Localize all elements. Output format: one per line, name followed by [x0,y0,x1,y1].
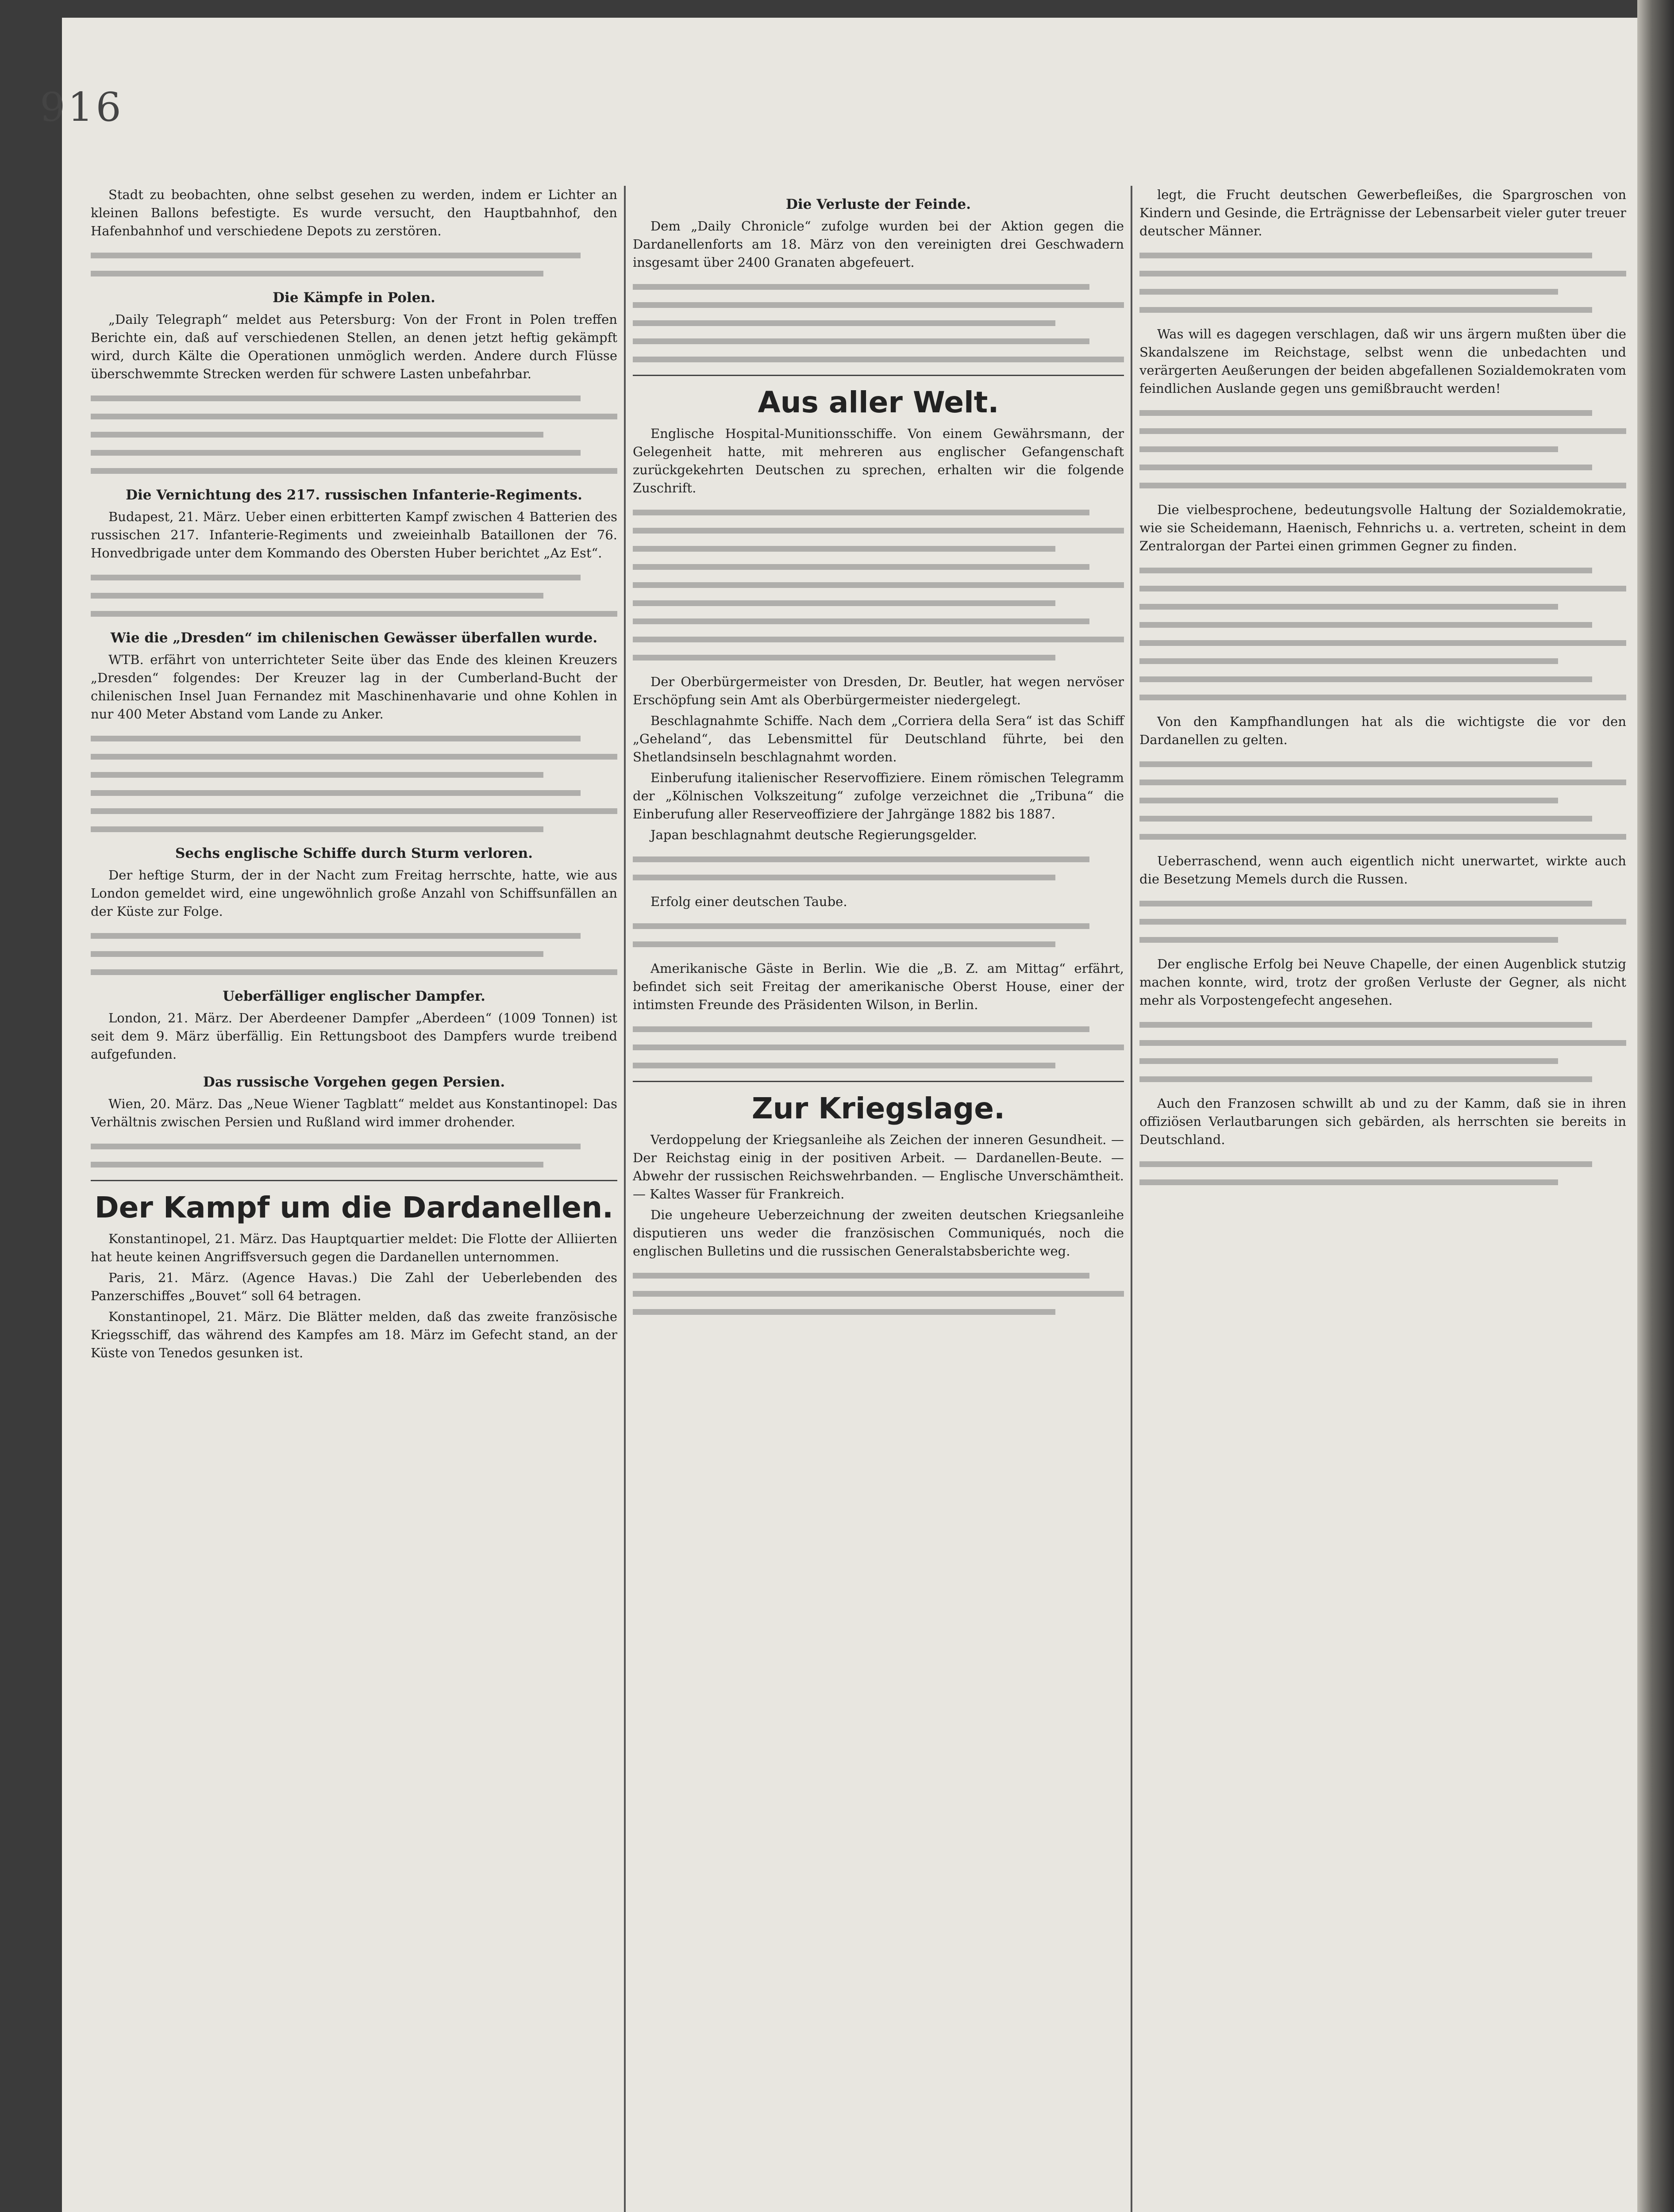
article-text: Konstantinopel, 21. März. Die Blätter melden, daß das zweite französische Kriegsschiff, das während des Kampfes am 18. März im Gefecht stand, an der Küste von Tenedos gesunken ist. [91,1309,617,1360]
article-text: Verdoppelung der Kriegsanleihe als Zeichen der inneren Gesundheit. — Der Reichstag einig in der positiven Arbeit. — Dardanellen-Beute. — Abwehr der russischen Reichswehrbanden. — Englische Unverschämtheit. — Kaltes Wasser für Frankreich. [633,1132,1124,1202]
column-rule [624,186,626,2212]
article-text: WTB. erfährt von unterrichteter Seite über das Ende des kleinen Kreuzers „Dresden“ folgendes: Der Kreuzer lag in der Cumberland-Bucht der chilenischen Insel Juan Fernandez mit Maschinenhavarie und ohne Kohlen in nur 400 Meter Abstand vom Lande zu Anker. [91,652,617,722]
page-number: 916 [40,84,124,131]
article-text: Erfolg einer deutschen Taube. [650,894,847,909]
article-text: Der heftige Sturm, der in der Nacht zum Freitag herrschte, hatte, wie aus London gemeldet wird, eine ungewöhnlich große Anzahl von Schiffsunfällen an der Küste zur Folge. [91,868,617,919]
article-text: Von den Kampfhandlungen hat als die wichtigste die vor den Dardanellen zu gelten. [1139,714,1626,747]
article-text: Englische Hospital-Munitionsschiffe. Von einem Gewährsmann, der Gelegenheit hatte, mit mehreren aus englischer Gefangenschaft zurückgekehrten Deutschen zu sprechen, erhalten wir die folgende Zuschrift. [633,426,1124,495]
article-text: Stadt zu beobachten, ohne selbst gesehen zu werden, indem er Lichter an kleinen Ballons befestigte. Es wurde versucht, den Hauptbahnhof, den Hafenbahnhof und verschiedene Depots zu zerstören. [91,187,617,238]
column-rule [1131,186,1132,2212]
article-text: Einberufung italienischer Reservoffiziere. Einem römischen Telegramm der „Kölnischen Volkszeitung“ zufolge verzeichnet die „Tribuna“ die Einberufung aller Reserveoffiziere der Jahrgänge 1882 bis 1887. [633,770,1124,822]
article-text: Japan beschlagnahmt deutsche Regierungsgelder. [650,827,977,842]
column-1 [91,186,617,1365]
article-text: Der englische Erfolg bei Neuve Chapelle, der einen Augenblick stutzig machen konnte, wird, trotz der großen Verluste der Gegner, als nicht mehr als Vorpostengefecht angesehen. [1139,956,1626,1008]
column-3 [1139,186,1626,1198]
section-headline: Der Kampf um die Dardanellen. [94,1190,614,1225]
book-edge [1637,0,1674,2212]
article-heading: Ueberfälliger englischer Dampfer. [223,988,485,1004]
section-headline: Aus aller Welt. [758,385,999,419]
article-text: Beschlagnahmte Schiffe. Nach dem „Corriera della Sera“ ist das Schiff „Geheland“, das Lebensmittel für Deutschland führte, bei den Shetlandsinseln beschlagnahmt worden. [633,713,1124,764]
article-text: Wien, 20. März. Das „Neue Wiener Tagblatt“ meldet aus Konstantinopel: Das Verhältnis zwischen Persien und Rußland wird immer drohender. [91,1096,617,1129]
article-text: Die ungeheure Ueberzeichnung der zweiten deutschen Kriegsanleihe disputieren uns weder die französischen Communiqués, noch die englischen Bulletins und die russischen Generalstabsberichte weg. [633,1207,1124,1259]
article-text: legt, die Frucht deutschen Gewerbefleißes, die Spargroschen von Kindern und Gesinde, die Erträgnisse der Lebensarbeit vieler guter treuer deutscher Männer. [1139,187,1626,238]
article-text: Paris, 21. März. (Agence Havas.) Die Zahl der Ueberlebenden des Panzerschiffes „Bouvet“ soll 64 betragen. [91,1270,617,1303]
article-heading: Das russische Vorgehen gegen Persien. [203,1074,505,1090]
article-text: Was will es dagegen verschlagen, daß wir uns ärgern mußten über die Skandalszene im Reichstage, selbst wenn die unbedachten und verärgerten Aeußerungen der beiden abgefallenen Sozialdemokraten vom feindlichen Auslande gegen uns gemißbraucht werden! [1139,326,1626,396]
article-text: London, 21. März. Der Aberdeener Dampfer „Aberdeen“ (1009 Tonnen) ist seit dem 9. März überfällig. Ein Rettungsboot des Dampfers wurde treibend aufgefunden. [91,1010,617,1062]
section-headline: Zur Kriegslage. [751,1091,1005,1125]
article-heading: Die Vernichtung des 217. russischen Infanterie-Regiments. [126,487,582,503]
article-text: Der Oberbürgermeister von Dresden, Dr. Beutler, hat wegen nervöser Erschöpfung sein Amt als Oberbürgermeister niedergelegt. [633,674,1124,707]
article-text: Ueberraschend, wenn auch eigentlich nicht unerwartet, wirkte auch die Besetzung Memels durch die Russen. [1139,853,1626,887]
article-text: „Daily Telegraph“ meldet aus Petersburg: Von der Front in Polen treffen Berichte ein, daß auf verschiedenen Stellen, an denen jetzt heftig gekämpft wird, durch Kälte die Operationen unmöglich werden. Andere durch Flüsse überschwemmte Strecken werden für schwere Lasten unbefahrbar. [91,312,617,381]
article-text: Auch den Franzosen schwillt ab und zu der Kamm, daß sie in ihren offiziösen Verlautbarungen sich gebärden, als herrschten sie bereits in Deutschland. [1139,1096,1626,1147]
article-heading: Die Verluste der Feinde. [785,196,971,212]
article-heading: Wie die „Dresden“ im chilenischen Gewässer überfallen wurde. [110,630,598,646]
article-text: Konstantinopel, 21. März. Das Hauptquartier meldet: Die Flotte der Alliierten hat heute keinen Angriffsversuch gegen die Dardanellen unternommen. [91,1231,617,1264]
article-text: Budapest, 21. März. Ueber einen erbitterten Kampf zwischen 4 Batterien des russischen 217. Infanterie-Regiments und zweieinhalb Bataillonen der 76. Honvedbrigade unter dem Kommando des Obersten Huber berichtet „Az Est“. [91,509,617,561]
article-heading: Die Kämpfe in Polen. [273,290,435,306]
article-text: Die vielbesprochene, bedeutungsvolle Haltung der Sozialdemokratie, wie sie Scheidemann, Haenisch, Fehnrichs u. a. vertreten, scheint in dem Zentralorgan der Partei einen grimmen Gegner zu finden. [1139,502,1626,553]
column-2 [633,186,1124,1327]
article-heading: Sechs englische Schiffe durch Sturm verloren. [175,845,533,861]
article-text: Amerikanische Gäste in Berlin. Wie die „B. Z. am Mittag“ erfährt, befindet sich seit Freitag der amerikanische Oberst House, einer der intimsten Freunde des Präsidenten Wilson, in Berlin. [633,961,1124,1012]
article-text: Dem „Daily Chronicle“ zufolge wurden bei der Aktion gegen die Dardanellenforts am 18. März von den vereinigten drei Geschwadern insgesamt über 2400 Granaten abgefeuert. [633,219,1124,270]
